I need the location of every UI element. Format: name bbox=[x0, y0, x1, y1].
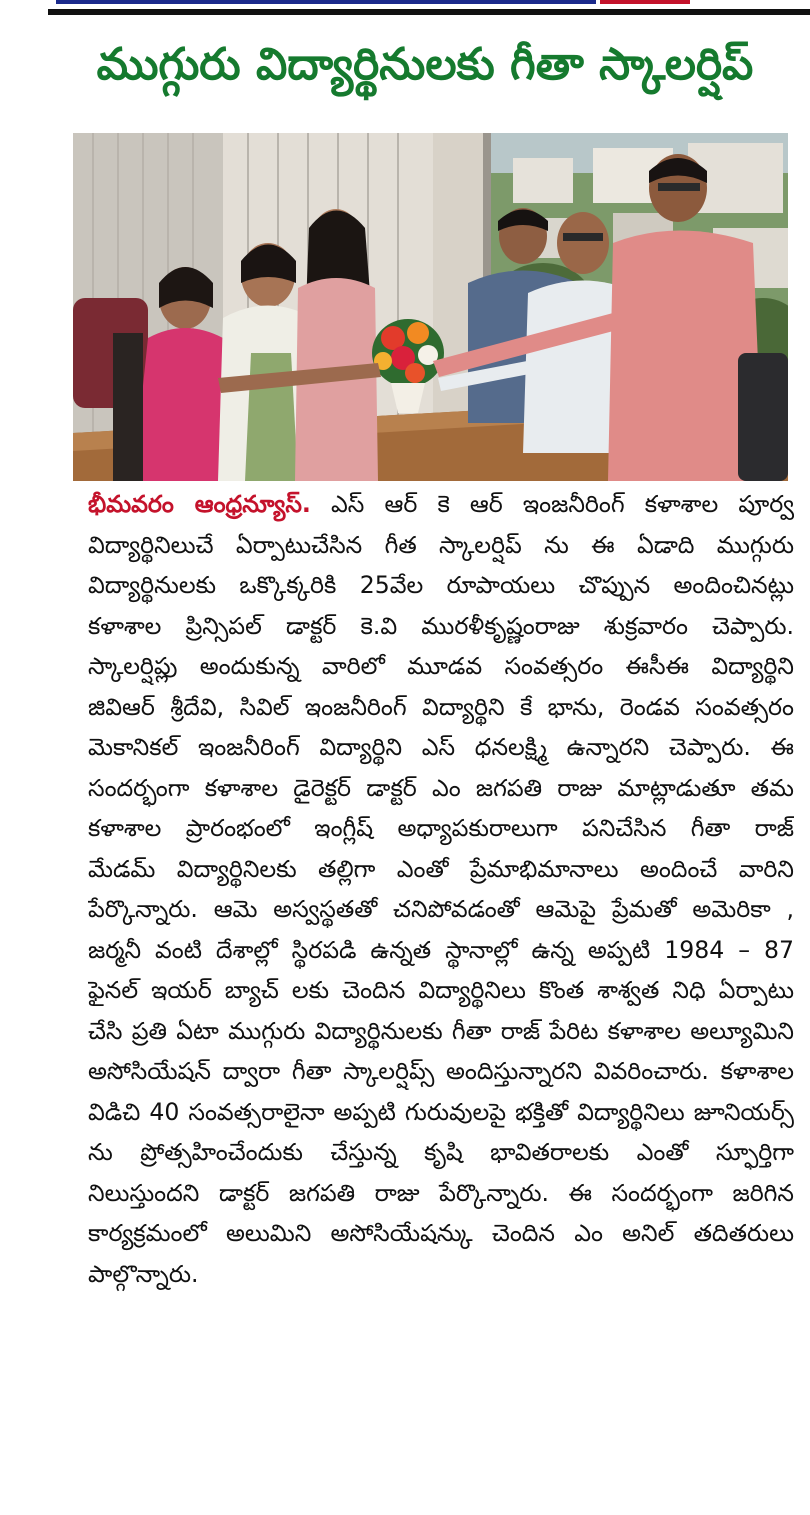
article-line: మేడమ్ విద్యార్థినిలకు తల్లిగా ఎంతో ప్రేమాభిమానాలు అందించే వారిని bbox=[88, 854, 794, 883]
article-body bbox=[88, 484, 794, 1294]
top-decorative-bar bbox=[0, 0, 810, 16]
article-line: విడిచి 40 సంవత్సరాలైనా అప్పటి గురువులపై భక్తితో విద్యార్థినిలు జూనియర్స్ bbox=[88, 1097, 794, 1126]
article-line: జర్మనీ వంటి దేశాల్లో స్థిరపడి ఉన్నత స్థానాల్లో ఉన్న అప్పటి 1984 – 87 bbox=[88, 935, 794, 964]
article-line: కార్యక్రమంలో అలుమిని అసోసియేషన్కు చెందిన ఎం అనిల్ తదితరులు bbox=[88, 1219, 794, 1247]
top-bar-black-rule bbox=[48, 9, 810, 15]
top-bar-blue-segment bbox=[56, 0, 596, 4]
article-line: మెకానికల్ ఇంజనీరింగ్ విద్యార్థిని ఎస్ ధనలక్ష్మి ఉన్నారని చెప్పారు. ఈ bbox=[88, 733, 794, 761]
article-dateline: భీమవరం ఆంధ్రన్యూస్. bbox=[88, 490, 311, 518]
article-line: అసోసియేషన్ ద్వారా గీతా స్కాలర్షిప్స్ అందిస్తున్నారని వివరించారు. కళాశాల bbox=[88, 1057, 794, 1085]
news-photo bbox=[73, 133, 788, 481]
news-photo-scholarship-handover-icon bbox=[73, 133, 788, 481]
article-line-last: పాల్గొన్నారు. bbox=[88, 1259, 199, 1288]
article-line: ను ప్రోత్సహించేందుకు చేస్తున్న కృషి భావితరాలకు ఎంతో స్ఫూర్తిగా bbox=[88, 1138, 794, 1166]
article-first-line-text: ఎస్ ఆర్ కె ఆర్ ఇంజనీరింగ్ కళాశాల పూర్వ bbox=[331, 490, 794, 518]
article-line: విద్యార్థినిలుచే ఏర్పాటుచేసిన గీత స్కాలర్షిప్ ను ఈ ఏడాది ముగ్గురు bbox=[88, 530, 794, 559]
article-line: కళాశాల ప్రిన్సిపల్ డాక్టర్ కె.వి మురళీకృష్ణంరాజు శుక్రవారం చెప్పారు. bbox=[88, 611, 794, 640]
article-line: ఫైనల్ ఇయర్ బ్యాచ్ లకు చెందిన విద్యార్థినిలు కొంత శాశ్వత నిధి ఏర్పాటు bbox=[88, 976, 794, 1004]
article-line: స్కాలర్షిప్లు అందుకున్న వారిలో మూడవ సంవత్సరం ఈసీఈ విద్యార్థిని bbox=[88, 652, 794, 680]
top-bar-red-segment bbox=[600, 0, 690, 4]
article-line: విద్యార్థినులకు ఒక్కొక్కరికి 25వేల రూపాయలు చొప్పున అందించినట్లు bbox=[88, 571, 794, 599]
article-line: సందర్భంగా కళాశాల డైరెక్టర్ డాక్టర్ ఎం జగపతి రాజు మాట్లాడుతూ తమ bbox=[88, 773, 794, 802]
article-line: కళాశాల ప్రారంభంలో ఇంగ్లీష్ అధ్యాపకురాలుగా పనిచేసిన గీతా రాజ్ bbox=[88, 814, 794, 842]
article-headline: ముగ్గురు విద్యార్థినులకు గీతా స్కాలర్షిప్ bbox=[96, 39, 754, 90]
article-line: చేసి ప్రతి ఏటా ముగ్గురు విద్యార్థినులకు గీతా రాజ్ పేరిట కళాశాల అల్యూమిని bbox=[88, 1016, 794, 1045]
article-line-first bbox=[88, 484, 794, 525]
article-line: జివిఆర్ శ్రీదేవి, సివిల్ ఇంజనీరింగ్ విద్యార్థిని కే భాను, రెండవ సంవత్సరం bbox=[88, 692, 794, 721]
article-line: నిలుస్తుందని డాక్టర్ జగపతి రాజు పేర్కొన్నారు. ఈ సందర్భంగా జరిగిన bbox=[88, 1178, 794, 1207]
article-line: పేర్కొన్నారు. ఆమె అస్వస్థతతో చనిపోవడంతో ఆమెపై ప్రేమతో అమెరికా , bbox=[88, 895, 794, 923]
